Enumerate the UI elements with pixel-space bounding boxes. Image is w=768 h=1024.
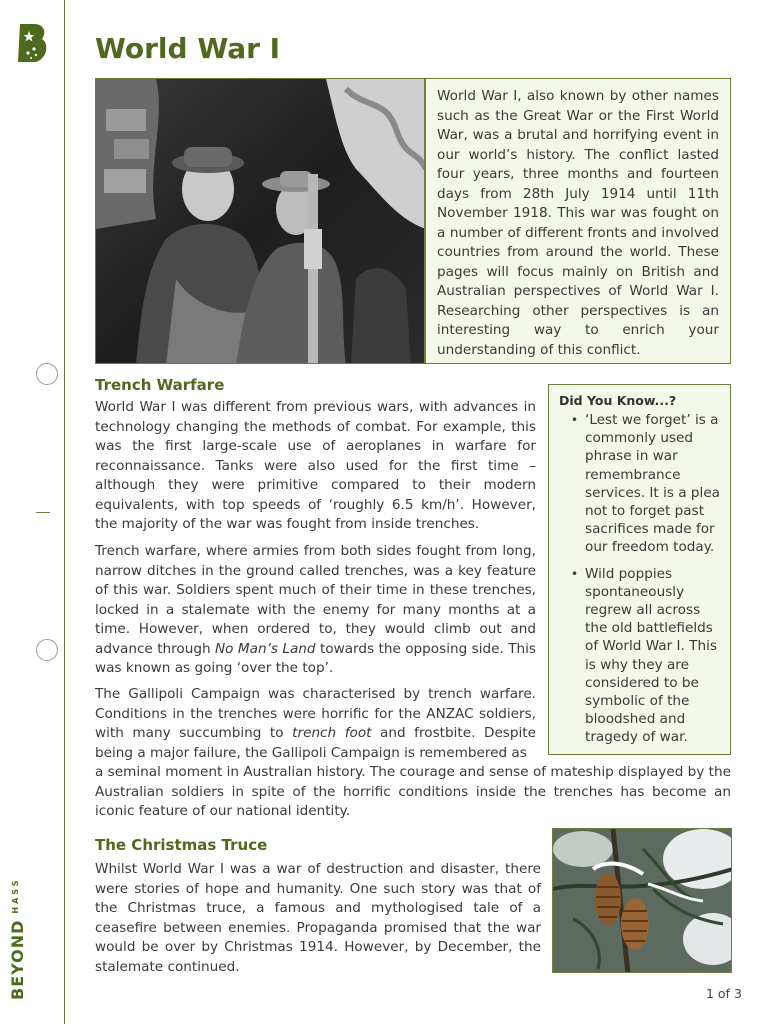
section-heading-christmas-truce: The Christmas Truce [95, 836, 268, 854]
trench-p3-text: The Gallipoli Campaign was characterised by trench warfare. Conditions in the trenches were horrific for the ANZAC soldiers, with many succumbing to [95, 686, 536, 741]
beyond-hass-logo-icon [14, 22, 50, 66]
margin-line [64, 0, 65, 1024]
fold-mark [36, 512, 50, 513]
page-number: 1 of 3 [706, 986, 742, 1001]
trench-p3-text-mid: and frostbite. Despite being a major failure, the Gallipoli Campaign is remembered as [95, 725, 536, 761]
christmas-paragraph-1: Whilst World War I was a war of destruction and disaster, there were stories of hope and humanity. One such story was that of the Christmas truce, a famous and mythologised tale of a ceasefire between enemies. Propaganda promised that the war would be over by Christmas 1914. However, by December, the stalemate continued. [95, 861, 541, 975]
trench-p2-text: Trench warfare, where armies from both sides fought from long, narrow ditches in the ground called trenches, was a key feature of this war. Soldiers spent much of their time in these trenches, locked in a stalemate with the enemy for many months at a time. However, when ordered to, they would climb out and advance through [95, 543, 536, 657]
did-you-know-item: • ‘Lest we forget’ is a commonly used phrase in war remembrance services. It is a plea not to forget past sacrifices made for our freedom today. [559, 411, 720, 557]
soldiers-in-trench-photo [95, 78, 425, 364]
snowy-pine-cones-photo [552, 828, 732, 973]
binder-hole [36, 363, 58, 385]
trench-p3-emphasis: trench foot [292, 725, 372, 741]
trench-paragraph-1: World War I was different from previous wars, with advances in technology changing the methods of combat. For example, this was the first large-scale use of aeroplanes in warfare for reconnaissance. Tanks were also used for the first time – although they were primitive compared to their modern equivalents, with top speeds of ‘roughly 6.5 km/h’. However, the majority of the war was fought from inside trenches. [95, 399, 536, 532]
trench-paragraph-3-continued: a seminal moment in Australian history. The courage and sense of mateship displayed by the Australian soldiers in spite of the horrific conditions inside the trenches has become an iconic feature of our national identity. [95, 764, 731, 819]
brand-sub: HASS [11, 877, 20, 914]
trench-p2-emphasis: No Man’s Land [215, 640, 316, 657]
did-you-know-title: Did You Know...? [559, 393, 677, 408]
did-you-know-box [548, 384, 731, 755]
did-you-know-list [559, 411, 720, 747]
page-title: World War I [95, 32, 281, 65]
trench-paragraph-3 [95, 685, 536, 763]
did-you-know-item: • Wild poppies spontaneously regrew all across the old battlefields of World War I. This is why they are considered to be symbolic of the bloodshed and tragedy of war. [559, 565, 720, 747]
trench-paragraph-2 [95, 542, 536, 679]
intro-text-box: World War I, also known by other names such as the Great War or the First World War, was a brutal and horrifying event in our world’s history. The conflict lasted four years, three months and fourteen days from 28th July 1914 until 11th November 1918. This war was fought on a number of different fronts and involved countries from around the world. These pages will focus mainly on British and Australian perspectives of World War I. Researching other perspectives is an interesting way to enrich your understanding of this conflict. [425, 78, 731, 364]
brand-name: BEYOND [8, 919, 27, 1000]
brand-wordmark [8, 878, 27, 1000]
binder-hole [36, 639, 58, 661]
section-heading-trench-warfare: Trench Warfare [95, 376, 225, 394]
trench-p2-text-end: towards the opposing side. This was known as going ‘over the top’. [95, 640, 536, 676]
